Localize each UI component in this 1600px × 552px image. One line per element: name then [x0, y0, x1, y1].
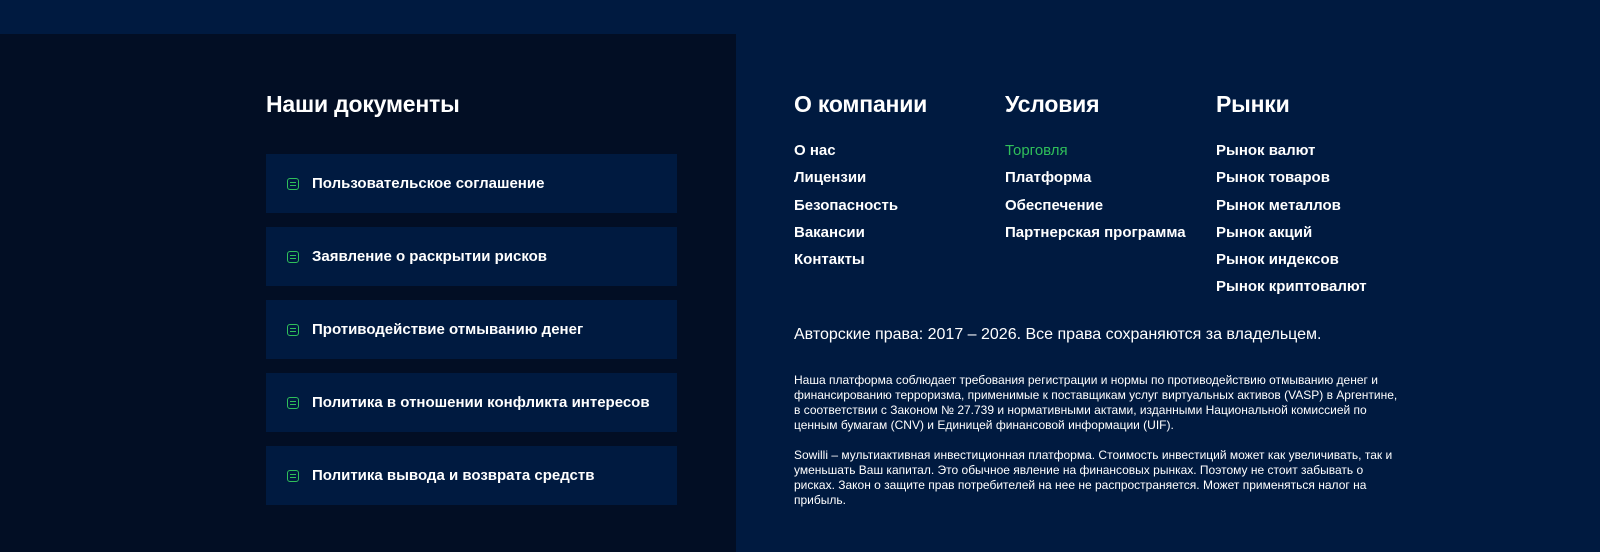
document-link-withdrawal-policy[interactable]: [266, 446, 677, 505]
document-label: Политика вывода и возврата средств: [312, 467, 595, 484]
footer-link-indices[interactable]: Рынок индексов: [1216, 251, 1339, 269]
links-panel: [736, 34, 1600, 552]
documents-title: Наши документы: [266, 91, 460, 117]
footer-link-about-us[interactable]: О нас: [794, 142, 836, 159]
disclaimer-risk: Sowilli – мультиактивная инвестиционная платформа. Стоимость инвестиций может как увеличивать, так и уменьшать Ваш капитал. Это обычное явление на финансовых рынках. Поэтому не стоит забывать о рисках. Закон о защите прав потребителей на нее не распространяется. Может применяться налог на прибыль.: [794, 448, 1393, 507]
document-link-conflict-of-interest[interactable]: [266, 373, 677, 432]
footer-link-security[interactable]: Безопасность: [794, 196, 899, 214]
footer-link-forex[interactable]: Рынок валют: [1216, 142, 1316, 159]
site-footer: [0, 34, 1600, 552]
about-column: [794, 91, 927, 273]
footer-link-collateral[interactable]: Обеспечение: [1005, 196, 1104, 214]
footer-link-crypto[interactable]: Рынок криптовалют: [1216, 278, 1367, 296]
footer-link-careers[interactable]: Вакансии: [794, 223, 865, 241]
document-icon: [287, 397, 299, 409]
document-label: Политика в отношении конфликта интересов: [312, 394, 650, 411]
terms-column: [1005, 91, 1186, 246]
documents-list: [266, 154, 677, 519]
footer-link-platform[interactable]: Платформа: [1005, 169, 1092, 187]
footer-link-contacts[interactable]: Контакты: [794, 251, 865, 269]
document-label: Заявление о раскрытии рисков: [312, 248, 548, 265]
documents-panel: [0, 34, 736, 552]
footer-link-stocks[interactable]: Рынок акций: [1216, 223, 1313, 241]
footer-link-metals[interactable]: Рынок металлов: [1216, 196, 1341, 214]
markets-title: Рынки: [1216, 91, 1290, 117]
legal-disclaimer: [794, 373, 1404, 523]
document-link-aml[interactable]: [266, 300, 677, 359]
footer-link-licenses[interactable]: Лицензии: [794, 169, 867, 187]
disclaimer-regulation: Наша платформа соблюдает требования регистрации и нормы по противодействию отмыванию денег и финансированию терроризма, применимые к поставщикам услуг виртуальных активов (VASP) в Аргентине, в соответствии с Законом № 27.739 и нормативными актами, изданными Национальной комиссией по ценным бумагам (CNV) и Единицей финансовой информации (UIF).: [794, 373, 1398, 432]
document-link-user-agreement[interactable]: [266, 154, 677, 213]
document-link-risk-disclosure[interactable]: [266, 227, 677, 286]
document-icon: [287, 470, 299, 482]
terms-title: Условия: [1005, 91, 1100, 117]
document-label: Пользовательское соглашение: [312, 175, 545, 192]
markets-column: [1216, 91, 1367, 301]
document-label: Противодействие отмыванию денег: [312, 321, 584, 338]
document-icon: [287, 251, 299, 263]
about-title: О компании: [794, 91, 928, 117]
document-icon: [287, 178, 299, 190]
footer-link-trading[interactable]: Торговля: [1005, 142, 1068, 159]
copyright-text: Авторские права: 2017 – 2026. Все права сохраняются за владельцем.: [794, 326, 1322, 343]
footer-link-commodities[interactable]: Рынок товаров: [1216, 169, 1330, 187]
footer-link-partner-program[interactable]: Партнерская программа: [1005, 223, 1186, 241]
document-icon: [287, 324, 299, 336]
